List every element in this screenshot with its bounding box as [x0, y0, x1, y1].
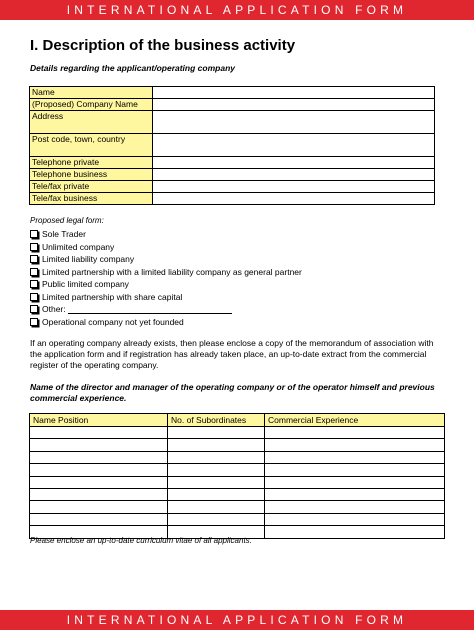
checkbox-icon[interactable]: [30, 268, 38, 276]
postcode-town-country-field[interactable]: [153, 134, 435, 157]
top-banner: INTERNATIONAL APPLICATION FORM: [0, 0, 474, 20]
cell[interactable]: [30, 476, 168, 488]
option-limited-partnership-llc[interactable]: [29, 266, 302, 279]
cell[interactable]: [265, 501, 445, 513]
checkbox-icon[interactable]: [30, 305, 38, 313]
checkbox-icon[interactable]: [30, 243, 38, 251]
option-label: Public limited company: [42, 279, 129, 289]
director-heading: Name of the director and manager of the operating company or of the operator himself and previous commercial experience.: [30, 382, 435, 404]
memorandum-instructions: If an operating company already exists, then please enclose a copy of the memorandum of association with the application form and if registration has already taken place, an up-to-date extract from the commercial register of the operating company.: [30, 338, 434, 371]
cell[interactable]: [168, 427, 265, 439]
name-field[interactable]: [153, 87, 435, 99]
cell[interactable]: [168, 464, 265, 476]
option-sole-trader[interactable]: [29, 228, 302, 241]
table-row: [30, 513, 445, 525]
label-telephone-private: Telephone private: [30, 157, 153, 169]
cell[interactable]: [265, 526, 445, 538]
cell[interactable]: [265, 451, 445, 463]
cell[interactable]: [168, 439, 265, 451]
cell[interactable]: [265, 513, 445, 525]
table-row: [30, 476, 445, 488]
other-input-line[interactable]: [68, 304, 232, 314]
cell[interactable]: [30, 501, 168, 513]
label-postcode-town-country: Post code, town, country: [30, 134, 153, 157]
table-row: [30, 501, 445, 513]
checkbox-icon[interactable]: [30, 318, 38, 326]
label-address: Address: [30, 111, 153, 134]
table-row: [30, 427, 445, 439]
telephone-private-field[interactable]: [153, 157, 435, 169]
table-row: [30, 488, 445, 500]
cell[interactable]: [265, 439, 445, 451]
legal-form-options: [29, 228, 302, 328]
legal-form-label: Proposed legal form:: [30, 216, 104, 225]
cell[interactable]: [30, 488, 168, 500]
cell[interactable]: [30, 427, 168, 439]
telefax-business-field[interactable]: [153, 193, 435, 205]
label-name: Name: [30, 87, 153, 99]
option-label: Limited liability company: [42, 254, 135, 264]
option-public-limited-company[interactable]: [29, 278, 302, 291]
option-not-yet-founded[interactable]: [29, 316, 302, 329]
company-name-field[interactable]: [153, 99, 435, 111]
section-title: I. Description of the business activity: [30, 37, 296, 54]
header-name-position: Name Position: [30, 414, 168, 427]
checkbox-icon[interactable]: [30, 230, 38, 238]
label-company-name: (Proposed) Company Name: [30, 99, 153, 111]
label-telephone-business: Telephone business: [30, 169, 153, 181]
cell[interactable]: [30, 513, 168, 525]
cell[interactable]: [168, 451, 265, 463]
telefax-private-field[interactable]: [153, 181, 435, 193]
table-row: [30, 439, 445, 451]
director-table: [29, 413, 445, 539]
header-commercial-experience: Commercial Experience: [265, 414, 445, 427]
option-unlimited-company[interactable]: [29, 241, 302, 254]
option-limited-liability-company[interactable]: [29, 253, 302, 266]
cell[interactable]: [168, 501, 265, 513]
section-subtitle: Details regarding the applicant/operating company: [30, 63, 235, 73]
table-row: [30, 451, 445, 463]
checkbox-icon[interactable]: [30, 255, 38, 263]
cell[interactable]: [30, 451, 168, 463]
telephone-business-field[interactable]: [153, 169, 435, 181]
cell[interactable]: [265, 464, 445, 476]
option-limited-partnership-share-capital[interactable]: [29, 291, 302, 304]
applicant-details-table: [29, 86, 435, 205]
option-other[interactable]: [29, 303, 302, 316]
cell[interactable]: [30, 439, 168, 451]
table-row: [30, 464, 445, 476]
option-label: Limited partnership with share capital: [42, 291, 183, 302]
checkbox-icon[interactable]: [30, 293, 38, 301]
cv-note: Please enclose an up-to-date curriculum vitae of all applicants.: [30, 536, 252, 545]
header-subordinates: No. of Subordinates: [168, 414, 265, 427]
cell[interactable]: [168, 488, 265, 500]
option-label: Operational company not yet founded: [42, 316, 184, 327]
label-telefax-private: Tele/fax private: [30, 181, 153, 193]
option-label: Other:: [42, 304, 66, 314]
cell[interactable]: [168, 513, 265, 525]
cell[interactable]: [265, 488, 445, 500]
cell[interactable]: [265, 476, 445, 488]
address-field[interactable]: [153, 111, 435, 134]
option-label: Unlimited company: [42, 241, 115, 252]
label-telefax-business: Tele/fax business: [30, 193, 153, 205]
option-label: Sole Trader: [42, 229, 86, 239]
checkbox-icon[interactable]: [30, 280, 38, 288]
option-label: Limited partnership with a limited liability company as general partner: [42, 266, 302, 277]
cell[interactable]: [30, 464, 168, 476]
cell[interactable]: [265, 427, 445, 439]
cell[interactable]: [168, 476, 265, 488]
bottom-banner: INTERNATIONAL APPLICATION FORM: [0, 610, 474, 630]
